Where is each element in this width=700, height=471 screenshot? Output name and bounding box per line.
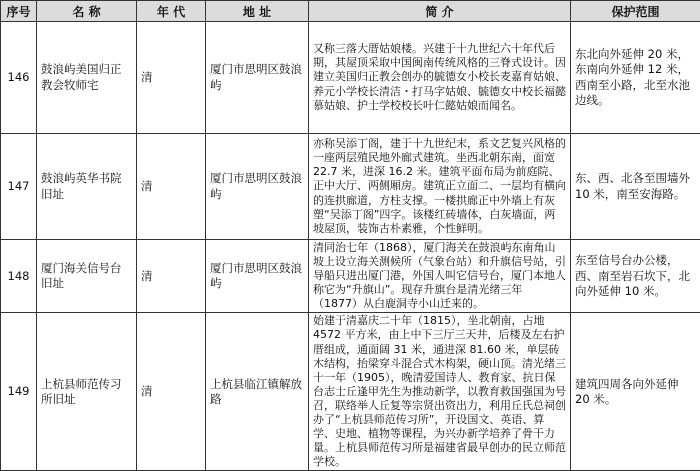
row-intro: 亦称吴添丁阁，建于十九世纪末，系文艺复兴风格的一座两层殖民地外廊式建筑。坐西北朝东南，面宽 22.7 米，进深 16.2 米。建筑平面布局为前庭院、正中大厅、两侧厢房。建筑正立面二、一层均有横向的连拱廊道，方柱支撑。一楼拱廊正中外墙上有灰塑“吴添丁阁”四字。该楼红砖墙体，白灰墙面，两坡屋顶，装饰古朴素雅，个性鲜明。 xyxy=(309,134,571,240)
row-name: 上杭县师范传习所旧址 xyxy=(37,313,137,471)
header-scope: 保护范围 xyxy=(571,1,700,22)
row-scope: 建筑四周各向外延伸 20 米。 xyxy=(571,313,700,471)
row-intro: 清同治七年（1868），厦门海关在鼓浪屿东南角山坡上设立海关测候所（气象台站）和升旗信号站，引导船只进出厦门港，外国人叫它信号台，厦门本地人称它为“升旗山”。现存升旗台是清光绪三年（1877）从白鹿洞寺小山迁来的。 xyxy=(309,240,571,313)
row-address: 上杭县临江镇解放路 xyxy=(206,313,309,471)
header-address: 地 址 xyxy=(206,1,309,22)
row-address: 厦门市思明区鼓浪屿 xyxy=(206,240,309,313)
row-address: 厦门市思明区鼓浪屿 xyxy=(206,134,309,240)
header-no: 序号 xyxy=(1,1,37,22)
row-intro: 始建于清嘉庆二十年（1815），坐北朝南，占地 4572 平方米，由上中下三厅三天井，后楼及左右护厝组成，通面阔 31 米，通进深 81.60 米，单层砖木结构，抬梁穿斗混合式木构架，硬山顶。清光绪三十一年（1905），晚清爱国诗人、教育家、抗日保台志士丘逢甲先生为推动新学，以教育救国强国为号召，联络举人丘复等宗贤出资出力，利用丘氏总祠创办了“上杭县师范传习所”，开设国文、英语、算学、史地、植物等课程，为兴办新学培养了骨干力量。上杭县师范传习所是福建省最早创办的民立师范学校。 xyxy=(309,313,571,471)
row-intro: 又称三落大厝姑娘楼。兴建于十九世纪六十年代后期，其屋顶采取中国闽南传统风格的三脊式设计。因建立美国归正教会创办的毓德女小校长麦嘉育姑娘、养元小学校长清洁・打马字姑娘、毓德女中校长福懿慕姑娘、护士学校校长叶仁懿姑娘而闻名。 xyxy=(309,22,571,134)
row-scope: 东北向外延伸 20 米，东南向外延伸 12 米，西南至小路，北至水池边线。 xyxy=(571,22,700,134)
row-scope: 东至信号台办公楼，西、南至岩石坎下，北向外延伸 10 米。 xyxy=(571,240,700,313)
row-number: 146 xyxy=(1,22,37,134)
row-address: 厦门市思明区鼓浪屿 xyxy=(206,22,309,134)
row-era: 清 xyxy=(137,313,206,471)
table-row xyxy=(1,313,700,471)
row-scope: 东、西、北各至围墙外 10 米，南至安海路。 xyxy=(571,134,700,240)
row-era: 清 xyxy=(137,22,206,134)
header-era: 年 代 xyxy=(137,1,206,22)
row-name: 厦门海关信号台旧址 xyxy=(37,240,137,313)
header-name: 名 称 xyxy=(37,1,137,22)
row-era: 清 xyxy=(137,240,206,313)
row-number: 147 xyxy=(1,134,37,240)
row-name: 鼓浪屿美国归正教会牧师宅 xyxy=(37,22,137,134)
table-row xyxy=(1,22,700,134)
table-row xyxy=(1,134,700,240)
row-name: 鼓浪屿英华书院旧址 xyxy=(37,134,137,240)
row-number: 148 xyxy=(1,240,37,313)
table-header-row xyxy=(1,1,700,22)
row-number: 149 xyxy=(1,313,37,471)
header-intro: 简 介 xyxy=(309,1,571,22)
row-era: 清 xyxy=(137,134,206,240)
table-row xyxy=(1,240,700,313)
